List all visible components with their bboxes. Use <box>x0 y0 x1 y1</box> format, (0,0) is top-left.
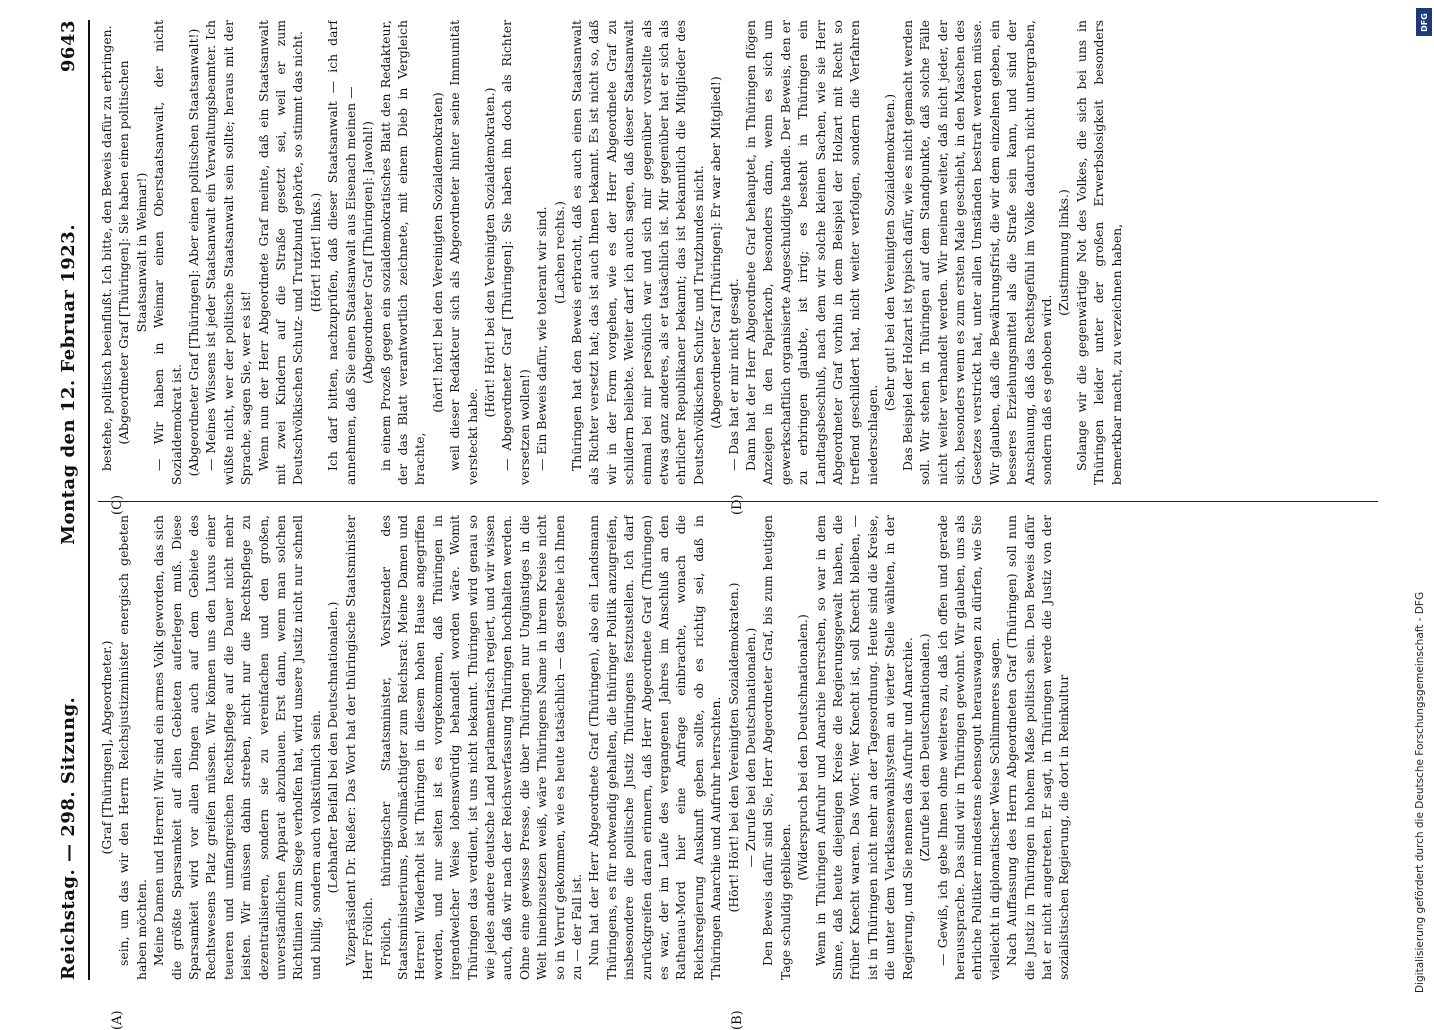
paragraph: Den Beweis dafür sind Sie, Herr Abgeordneter Graf, bis zum heutigen Tage schuldig geblieben. <box>760 515 793 980</box>
running-header <box>48 20 88 980</box>
paragraph: sein, um das wir den Herrn Reichsjustizminister energisch gebeten haben möchten. <box>116 515 149 980</box>
margin-marker-c: (C) <box>110 494 125 515</box>
paragraph: — Meines Wissens ist jeder Staatsanwalt ein Verwaltungsbeamter. Ich wüßte nicht, wer der politische Staatsanwalt sein sollte; heraus mit der Sprache, sagen Sie, wer es ist! <box>203 20 254 485</box>
paragraph: Solange wir die gegenwärtige Not des Volkes, die sich bei uns in Thüringen leider unter der großen Erwerbslosigkeit besonders bemerkbar macht, zu verzeichnen haben, <box>1073 20 1124 485</box>
left-column <box>98 515 1378 980</box>
paragraph: Nach Auffassung des Herrn Abgeordneten Graf (Thüringen) soll nun die Justiz in Thüringen in hohem Maße politisch sein. Den Beweis dafür hat er nicht angetreten. Er sagt, in Thüringen werde die Justiz von der sozialistischen Regierung, die dort in Reinkultur <box>1004 515 1072 980</box>
paragraph: bestehe, politisch beeinflußt. Ich bitte, den Beweis dafür zu erbringen. <box>99 25 114 471</box>
margin-marker-a: (A) <box>110 1010 125 1030</box>
right-column <box>98 20 1378 485</box>
dfg-logo <box>1416 8 1432 36</box>
header-center: Montag den 12. Februar 1923. <box>57 223 79 545</box>
paragraph: Frölich, thüringischer Staatsminister, Vorsitzender des Staatsministeriums, Bevollmächtigter zum Reichsrat: Meine Damen und Herren! Wiederholt ist Thüringen in diesem hohen Hause angegriffen worden, und nur selten ist es vorgekommen, daß Thüringen in irgendwelcher Weise lobenswürdig behandelt worden wäre. Womit Thüringen das verdient, ist uns nicht bekannt. Thüringen wird genau so wie jedes andere deutsche Land parlamentarisch regiert, und wir wissen auch, daß wir nach der Reichsverfassung Thüringen hochhalten werden. Ohne eine gewisse Presse, die über Thüringen nur Ungünstiges in die Welt hineinzusetzen weiß, wäre Thüringens Name in ihrem Kreise nicht so in Verruf gekommen, wie es heute tatsächlich — das gestehe ich Ihnen zu — der Fall ist. <box>377 515 584 980</box>
credit-text: Digitalisierung gefördert durch die Deutsche Forschungsgemeinschaft - DFG <box>1414 591 1426 993</box>
paragraph: in einem Prozeß gegen ein sozialdemokratisches Blatt den Redakteur, der das Blatt verantwortlich zeichnete, mit einem Dieb in Vergleich brachte, <box>377 20 428 485</box>
paragraph: — Wir haben in Weimar einen Oberstaatsanwalt, der nicht Sozialdemokrat ist. <box>151 20 184 485</box>
interjection-line: (Hört! Hört! bei den Vereinigten Sozialdemokraten.) <box>725 582 741 913</box>
paragraph: Nun hat der Herr Abgeordnete Graf (Thüringen), also ein Landsmann Thüringens, es für notwendig gehalten, die thüringer Politik anzugreifen, insbesondere die politische Justiz Thüringens festzustellen. Ich darf zurückgreifen daran erinnern, daß Herr Abgeordnete Graf (Thüringen) es war, der im Laufe des vergangenen Jahres im Anschluß an den Rathenau-Mord hier eine Anfrage einbrachte, wonach die Reichsregierung Auskunft geben sollte, ob es richtig sei, daß in Thüringen Anarchie und Aufruhr herrschten. <box>586 515 724 980</box>
interjection-line: (Hört! Hört! links.) <box>307 192 323 313</box>
paragraph: Das Beispiel der Holzart ist typisch dafür, wie es nicht gemacht werden soll. Wir stehen in Thüringen auf dem Standpunkte, daß solche Fälle nicht weiter verhandelt werden. Wir meinen weiter, daß nicht jeder, der sich, besonders wenn es zum ersten Male geschieht, in den Maschen des Gesetzes verstrickt hat, unter allen Umständen bestraft werden müsse. Wir glauben, daß die Bewährungsfrist, die wir dem einzelnen geben, ein besseres Erziehungsmittel als die Strafe sein kann, und sind der Anschauung, daß das Rechtsgefühl im Volke dadurch nicht untergraben, sondern daß es gehoben wird. <box>899 20 1054 485</box>
page-number: 9643 <box>57 20 79 73</box>
interjection-line: (Abgeordneter Graf [Thüringen]: Aber einen politischen Staatsanwalt!) <box>186 28 202 477</box>
paragraph: Meine Damen und Herren! Wir sind ein armes Volk geworden, das sich die größte Sparsamkeit auf allen Gebieten auferlegen muß. Diese Sparsamkeit wird vor allen Dingen auch auf dem Gebiete des Rechtswesens Platz greifen müssen. Wir können uns den Luxus einer teueren und umfangreichen Rechtspflege auf die Dauer nicht mehr leisten. Wir müssen dahin streben, nicht nur die Rechtspflege zu dezentralisieren, sondern sie zu vereinfachen und den großen, unverständlichen Apparat abzubauen. Erst dann, wenn man solchen Richtlinien zum Siege verholfen hat, wird unsere Justiz nicht nur schnell und billig, sondern auch volkstümlich sein. <box>151 515 323 980</box>
interjection-line: (Sehr gut! bei den Vereinigten Sozialdemokraten.) <box>882 93 898 412</box>
paragraph: Wenn nun der Herr Abgeordnete Graf meinte, daß ein Staatsanwalt mit zwei Kindern auf die Straße gesetzt sei, weil er zum Deutschvölkischen Schutz- und Trutzbund gehörte, so stimmt das nicht. <box>255 20 306 485</box>
margin-marker-d: (D) <box>730 494 745 515</box>
interjection-line: (Lachen rechts.) <box>551 201 567 304</box>
dfg-logo-text: DFG <box>1419 12 1429 32</box>
paragraph: Dann hat der Herr Abgeordnete Graf behauptet, in Thüringen flögen Anzeigen in den Papierkorb, besonders dann, wenn es sich um gewerkschaftlich organisierte Angeschuldigte handle. Der Beweis, den er zu erbringen glaubte, ist irrig; es besteht in Thüringen ein Landtagsbeschluß, nach dem wir solche kleinen Sachen, wie sie Herr Abgeordneter Graf vorhin in dem Beispiel der Holzart mit Recht so treffend geschildert hat, nicht weiter verfolgen, sondern die Verfahren niederschlagen. <box>743 20 880 485</box>
interjection-line: (Zustimmung links.) <box>1056 189 1072 316</box>
interjection-line: (Abgeordneter Graf [Thüringen]: Sie haben einen politischen Staatsanwalt in Weimar!) <box>116 60 149 445</box>
paragraph: Thüringen hat den Beweis erbracht, daß es auch einen Staatsanwalt als Richter versetzt hat; das ist auch Ihnen bekannt. Es ist nicht so, daß wir in der Form vorgehen, wie es der Herr Abgeordnete Graf zu schildern beliebte. Weiter darf ich auch sagen, daß dieser Staatsanwalt einmal bei mir persönlich war und sich mir gegenüber vorstellte als etwas ganz anderes, als er tatsächlich ist. Mir gegenüber hat er sich als ehrlicher Republikaner bekannt; das ist bekanntlich die Mitglieder des Deutschvölkischen Schutz- und Trutzbundes nicht. <box>568 20 706 485</box>
paragraph: weil dieser Redakteur sich als Abgeordneter hinter seine Immunität versteckt habe. <box>447 20 480 485</box>
interjection-line: (Graf [Thüringen], Abgeordneter.) <box>99 640 114 855</box>
digitization-credit <box>1402 8 1426 993</box>
paragraph: — Das hat er mir nicht gesagt. <box>725 278 741 471</box>
paragraph: Ich darf bitten, nachzuprüfen, daß dieser Staatsanwalt — ich darf annehmen, daß Sie einen Staatsanwalt aus Eisenach meinen — <box>325 20 358 485</box>
paragraph: Vizepräsident Dr. Rießer: Das Wort hat der thüringische Staatsminister Herr Frölich. <box>342 515 376 980</box>
interjection-line: (Zurufe bei den Deutschnationalen.) <box>917 633 933 862</box>
column-divider <box>98 501 1378 502</box>
paragraph: — Gewiß, ich gebe Ihnen ohne weiteres zu, daß ich offen und gerade heraussprache. Das sind wir in Thüringen gewohnt. Wir glauben, uns als ehrliche Politiker mindestens ebensogut herauswagen zu dürfen, wie Sie vielleicht in diplomatischer Weise Schlimmeres sagen. <box>934 515 1002 980</box>
header-rule <box>88 20 90 980</box>
interjection-line: (Hört! Hört! bei den Vereinigten Sozialdemokraten.) <box>481 87 497 418</box>
interjection-line: — Zurufe bei den Deutschnationalen.) <box>743 627 759 868</box>
interjection-line: (Abgeordneter Graf [Thüringen]: Er war aber Mitglied!) <box>708 76 724 429</box>
interjection-line: (Abgeordneter Graf [Thüringen]: Jawohl!) <box>360 121 376 384</box>
interjection-line: (Lebhafter Beifall bei den Deutschnationalen.) <box>325 601 341 894</box>
header-left: Reichstag. — 298. Sitzung. <box>57 696 79 980</box>
rotated-document-sheet <box>40 0 1400 1030</box>
interjection-line: (Widerspruch bei den Deutschnationalen.) <box>795 614 811 881</box>
margin-marker-b: (B) <box>730 1010 745 1030</box>
paragraph: — Ein Beweis dafür, wie tolerant wir sind. <box>534 206 550 471</box>
paragraph: Wenn in Thüringen Aufruhr und Anarchie herrschen, so war in dem Sinne, daß heute diejenigen Kreise die Regierungsgewalt haben, die früher Knecht waren. Das Wort: Wer Knecht ist, soll Knecht bleiben, — ist in Thüringen nicht mehr an der Tagesordnung. Heute sind die Kreise, die unter dem Vierklassenwahlsystem an vierter Stelle wählten, in der Regierung, und Sie nennen das Aufruhr und Anarchie. <box>812 515 915 980</box>
interjection-line: (hört! hört! bei den Vereinigten Sozialdemokraten) <box>429 92 445 413</box>
paragraph: — Abgeordneter Graf [Thüringen]: Sie haben ihn doch als Richter versetzen wollen!) <box>499 20 532 485</box>
